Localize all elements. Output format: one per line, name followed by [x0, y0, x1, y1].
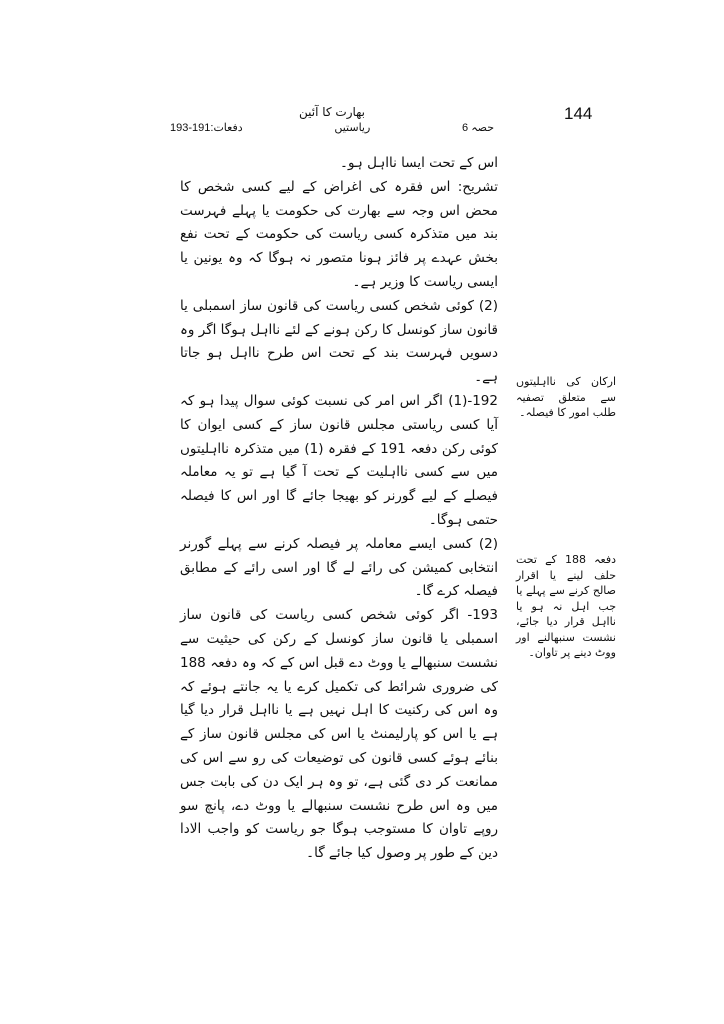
paragraph-192-1: 192-(1) اگر اس امر کی نسبت کوئی سوال پیدا ہو کہ آیا کسی ریاستی مجلس قانون ساز کے کسی ایوان کا کوئی رکن دفعہ 191 کے فقرہ (1) میں متذکرہ نااہلیتوں میں سے کسی نااہلیت کے تحت آ گیا ہے تو یہ معاملہ فیصلے کے لیے گورنر کو بھیجا جائے گا اور اس کا فیصلہ حتمی ہوگا۔: [180, 392, 498, 528]
header-chapter: ریاستیں: [334, 121, 371, 134]
main-text: [180, 152, 498, 866]
margin-note-192: ارکان کی نااہلیتوں سے متعلق تصفیہ طلب امور کا فیصلہ۔: [516, 375, 616, 419]
margin-note-193: دفعہ 188 کے تحت حلف لینے یا اقرار صالح کرنے سے پہلے یا جب اہل نہ ہو یا نااہل قرار دیا جائے، نشست سنبھالنے اور ووٹ دینے پر تاوان۔: [516, 553, 617, 659]
page-header: [170, 104, 494, 136]
paragraph-explanation: تشریح: اس فقرہ کی اغراض کے لیے کسی شخص کا محض اس وجہ سے بھارت کی حکومت یا پہلے فہرست بند میں متذکرہ کسی ریاست کی حکومت کے تحت نفع بخش عہدے پر فائز ہونا متصور نہ ہوگا کہ وہ یونین یا ایسی ریاست کا وزیر ہے۔: [180, 178, 498, 290]
paragraph-continuation: اس کے تحت ایسا نااہل ہو۔: [340, 155, 498, 171]
paragraph-192-2: (2) کسی ایسے معاملہ پر فیصلہ کرنے سے پہلے گورنر انتخابی کمیشن کی رائے لے گا اور اسی رائے کے مطابق فیصلہ کرے گا۔: [180, 535, 498, 600]
paragraph-193: 193- اگر کوئی شخص کسی ریاست کی قانون ساز اسمبلی یا قانون ساز کونسل کے رکن کی حیثیت سے نشست سنبھالے یا ووٹ دے قبل اس کے کہ وہ دفعہ 188 کی ضروری شرائط کی تکمیل کرے یا یہ جانتے ہوئے کہ وہ اس کی رکنیت کا اہل نہیں ہے یا نااہل قرار دیا گیا ہے یا اس کو پارلیمنٹ یا اس کی مجلس قانون ساز کے بنائے ہوئے کسی قانون کی توضیعات کی رو سے اس کی ممانعت کر دی گئی ہے، تو وہ ہر ایک دن کی بابت جس میں وہ اس طرح نشست سنبھالے یا ووٹ دے، پانچ سو روپے تاوان کا مستوجب ہوگا جو ریاست کو واجب الادا دین کے طور پر وصول کیا جائے گا۔: [180, 607, 498, 862]
header-part: حصہ 6: [462, 122, 494, 134]
document-title: بھارت کا آئین: [298, 105, 366, 119]
page-number: 144: [564, 104, 593, 123]
header-articles: دفعات:191-193: [170, 122, 243, 134]
paragraph-191-2: (2) کوئی شخص کسی ریاست کی قانون ساز اسمبلی یا قانون ساز کونسل کا رکن ہونے کے لئے نااہل ہوگا اگر وہ دسویں فہرست بند کے تحت اس طرح نااہل ہو جاتا ہے۔: [180, 297, 498, 386]
header-section-row: [170, 120, 494, 136]
